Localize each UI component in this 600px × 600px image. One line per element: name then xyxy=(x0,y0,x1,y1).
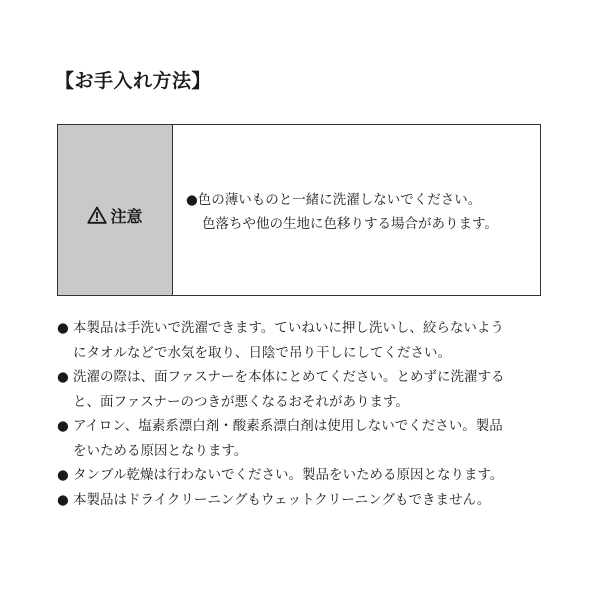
instruction-text: アイロン、塩素系漂白剤・酸素系漂白剤は使用しないでください。製品 xyxy=(73,418,503,434)
caution-line-1 xyxy=(186,188,540,212)
instruction-text: にタオルなどで水気を取り、日陰で吊り干しにしてください。 xyxy=(73,344,451,361)
list-item xyxy=(57,414,552,463)
warning-triangle-icon xyxy=(87,206,107,224)
instruction-text: 本製品はドライクリーニングもウェットクリーニングもできません。 xyxy=(73,491,491,508)
instruction-text: と、面ファスナーのつきが悪くなるおそれがあります。 xyxy=(73,393,409,410)
caution-message xyxy=(173,129,540,295)
list-item xyxy=(57,488,552,513)
caution-box xyxy=(57,124,541,296)
caution-bullet: ● xyxy=(186,192,198,208)
list-item xyxy=(57,365,552,414)
bullet: ● xyxy=(57,369,69,385)
bullet: ● xyxy=(57,467,69,483)
caution-text-1: 色の薄いものと一緒に洗濯しないでください。 xyxy=(197,192,482,208)
list-item xyxy=(57,463,552,488)
list-item xyxy=(57,316,552,365)
caution-label-cell xyxy=(58,125,173,295)
care-instructions-list xyxy=(57,316,552,512)
caution-label-text: 注意 xyxy=(110,206,143,226)
section-heading: 【お手入れ方法】 xyxy=(55,70,212,92)
instruction-text: をいためる原因となります。 xyxy=(73,442,248,459)
instruction-text: 洗濯の際は、面ファスナーを本体にとめてください。とめずに洗濯する xyxy=(73,369,505,385)
instruction-text: 本製品は手洗いで洗濯できます。ていねいに押し洗いし、絞らないよう xyxy=(73,320,504,336)
instruction-text: タンブル乾燥は行わないでください。製品をいためる原因となります。 xyxy=(73,467,504,483)
bullet: ● xyxy=(57,491,69,508)
caution-label-group xyxy=(87,204,142,227)
bullet: ● xyxy=(57,320,69,336)
caution-text-2: 色落ちや他の生地に色移りする場合があります。 xyxy=(202,216,498,232)
bullet: ● xyxy=(57,418,69,434)
